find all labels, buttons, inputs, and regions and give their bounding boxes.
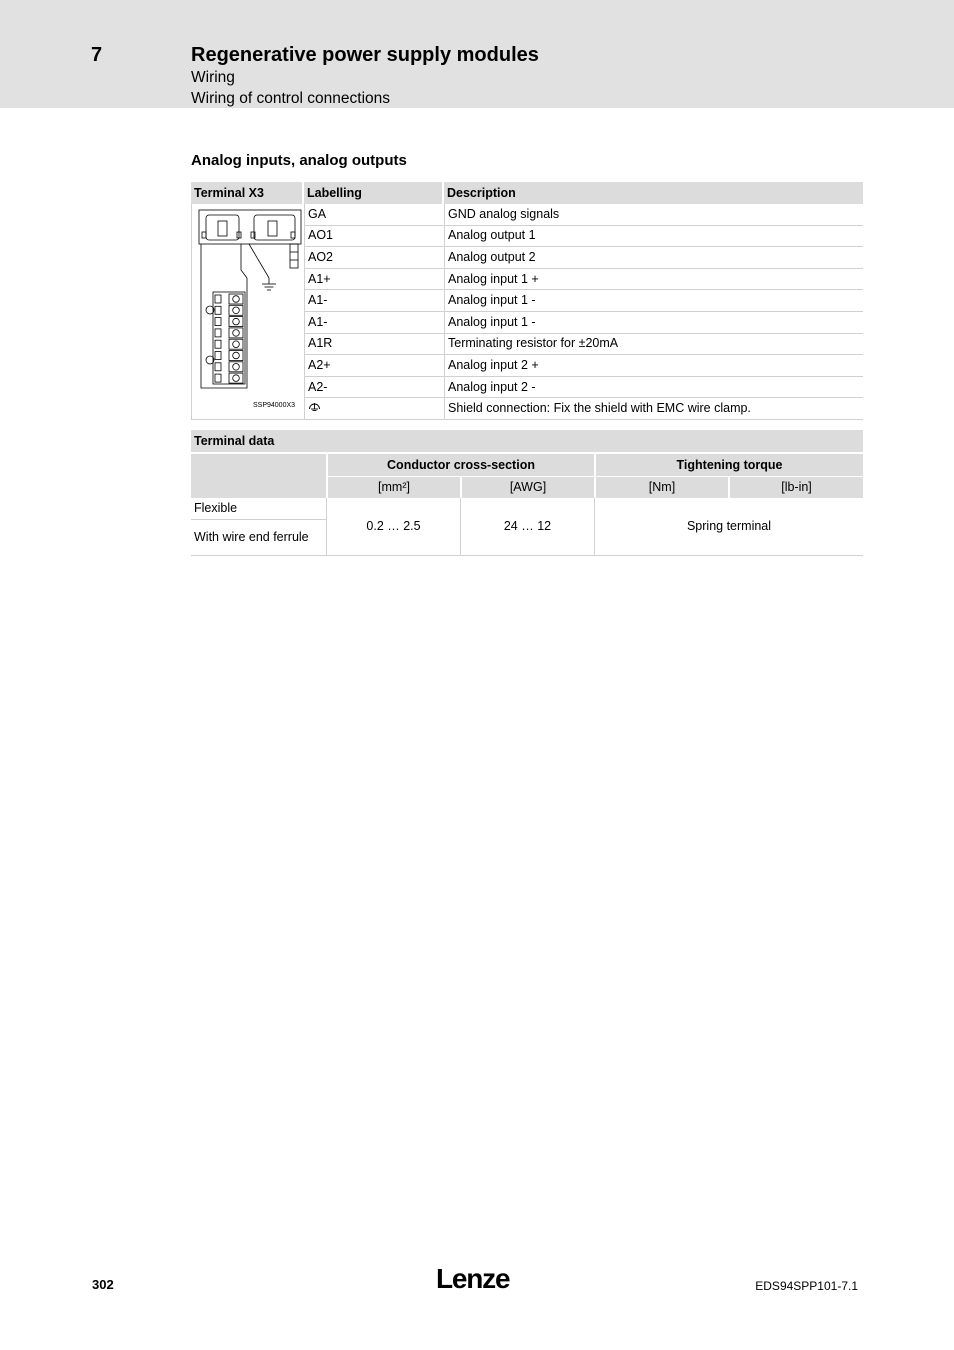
terminal-data-table bbox=[191, 430, 863, 556]
row-label: GA bbox=[304, 204, 444, 226]
chapter-number: 7 bbox=[91, 44, 103, 66]
chapter-subtitle-2: Wiring of control connections bbox=[191, 90, 391, 107]
col-labelling-header: Labelling bbox=[304, 182, 444, 204]
row-description: Analog input 2 - bbox=[444, 377, 863, 399]
terminal-x3-diagram bbox=[197, 208, 303, 392]
row-label: A1- bbox=[304, 312, 444, 334]
table-row bbox=[191, 204, 863, 226]
col-description-header: Description bbox=[444, 182, 863, 204]
unit-lbin: [lb-in] bbox=[728, 476, 863, 498]
mark-b4 bbox=[291, 232, 295, 238]
row-label: AO1 bbox=[304, 226, 444, 248]
torque-value: Spring terminal bbox=[594, 498, 863, 556]
row-flexible: Flexible bbox=[191, 498, 326, 520]
row-description: Analog output 1 bbox=[444, 226, 863, 248]
ground-lead bbox=[249, 244, 269, 278]
row-description: Analog input 1 - bbox=[444, 290, 863, 312]
unit-nm: [Nm] bbox=[594, 476, 728, 498]
tightening-torque-header: Tightening torque bbox=[594, 452, 863, 476]
row-description: Analog input 1 - bbox=[444, 312, 863, 334]
conductor-cross-section-header: Conductor cross-section bbox=[326, 452, 594, 476]
terminal-figure-cell bbox=[191, 204, 304, 420]
table-row bbox=[191, 498, 863, 520]
chapter-subtitle-1: Wiring bbox=[191, 69, 235, 86]
terminal-data-title: Terminal data bbox=[191, 430, 863, 452]
terminal-figure bbox=[192, 204, 304, 418]
row-label: A1+ bbox=[304, 269, 444, 291]
figure-caption: SSP94000X3 bbox=[253, 402, 296, 409]
side-cylinder bbox=[290, 244, 298, 268]
row-description: Shield connection: Fix the shield with EMC wire clamp. bbox=[444, 398, 863, 420]
blank-header-cell bbox=[191, 452, 326, 498]
terminal-x3-table bbox=[191, 182, 863, 420]
lenze-logo: Lenze bbox=[436, 1263, 510, 1294]
unit-awg: [AWG] bbox=[460, 476, 594, 498]
mark-b1 bbox=[202, 232, 206, 238]
latch-left-inner bbox=[218, 221, 227, 236]
housing-body bbox=[201, 244, 247, 388]
cross-section-mm2-value: 0.2 … 2.5 bbox=[326, 498, 460, 556]
row-label: A2+ bbox=[304, 355, 444, 377]
section-heading: Analog inputs, analog outputs bbox=[191, 152, 407, 169]
cross-section-awg-value: 24 … 12 bbox=[460, 498, 594, 556]
row-label: A2- bbox=[304, 377, 444, 399]
page-number: 302 bbox=[92, 1277, 114, 1292]
row-description: Analog input 2 + bbox=[444, 355, 863, 377]
row-label bbox=[304, 398, 444, 420]
chapter-title: Regenerative power supply modules bbox=[191, 44, 539, 66]
latch-right-inner bbox=[268, 221, 277, 236]
row-label: A1R bbox=[304, 334, 444, 356]
row-label: A1- bbox=[304, 290, 444, 312]
terminal-contacts bbox=[215, 294, 243, 383]
shield-connection-icon bbox=[308, 402, 321, 412]
row-description: Analog input 1 + bbox=[444, 269, 863, 291]
row-label: AO2 bbox=[304, 247, 444, 269]
row-description: GND analog signals bbox=[444, 204, 863, 226]
col-terminal-header: Terminal X3 bbox=[191, 182, 304, 204]
unit-mm2: [mm²] bbox=[326, 476, 460, 498]
row-description: Analog output 2 bbox=[444, 247, 863, 269]
row-description: Terminating resistor for ±20mA bbox=[444, 334, 863, 356]
document-id: EDS94SPP101-7.1 bbox=[755, 1279, 858, 1293]
row-wire-end-ferrule: With wire end ferrule bbox=[191, 520, 326, 556]
